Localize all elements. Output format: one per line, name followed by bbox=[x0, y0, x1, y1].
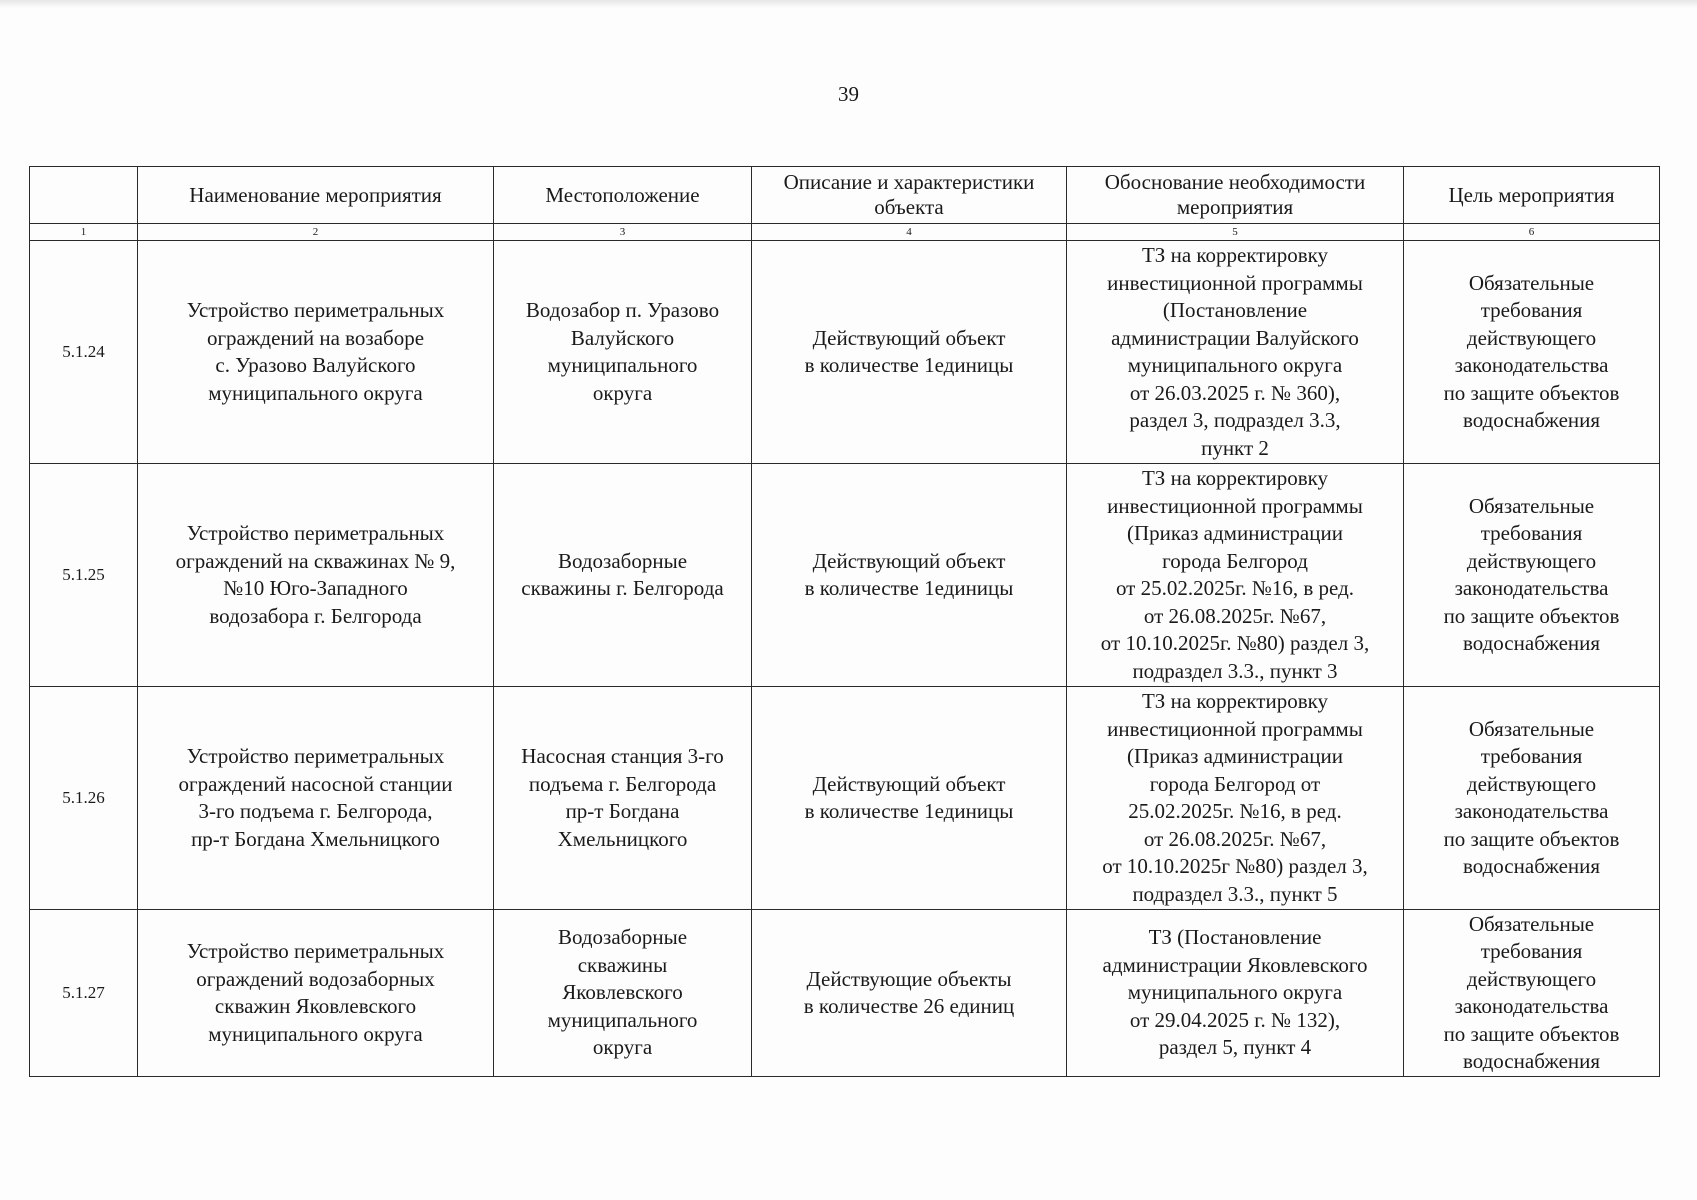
row-goal: Обязательные требования действующего законодательства по защите объектов водоснабжения bbox=[1404, 241, 1660, 464]
table-row bbox=[30, 464, 1660, 687]
table-row bbox=[30, 687, 1660, 910]
row-description: Действующие объекты в количестве 26 единиц bbox=[752, 910, 1067, 1077]
header-justification: Обоснование необходимости мероприятия bbox=[1067, 167, 1404, 224]
row-code: 5.1.25 bbox=[30, 464, 138, 687]
row-justification: ТЗ на корректировку инвестиционной программы (Приказ администрации города Белгород от 25.02.2025г. №16, в ред. от 26.08.2025г. №67, от 10.10.2025г №80) раздел 3, подраздел 3.3., пункт 5 bbox=[1067, 687, 1404, 910]
column-number: 1 bbox=[30, 224, 138, 241]
row-justification: ТЗ (Постановление администрации Яковлевского муниципального округа от 29.04.2025 г. № 132), раздел 5, пункт 4 bbox=[1067, 910, 1404, 1077]
row-code: 5.1.27 bbox=[30, 910, 138, 1077]
column-number: 6 bbox=[1404, 224, 1660, 241]
row-code: 5.1.26 bbox=[30, 687, 138, 910]
column-number: 2 bbox=[138, 224, 494, 241]
row-description: Действующий объект в количестве 1единицы bbox=[752, 241, 1067, 464]
row-description: Действующий объект в количестве 1единицы bbox=[752, 687, 1067, 910]
row-name: Устройство периметральных ограждений на возаборе с. Уразово Валуйского муниципального округа bbox=[138, 241, 494, 464]
row-goal: Обязательные требования действующего законодательства по защите объектов водоснабжения bbox=[1404, 687, 1660, 910]
row-goal: Обязательные требования действующего законодательства по защите объектов водоснабжения bbox=[1404, 910, 1660, 1077]
column-number: 4 bbox=[752, 224, 1067, 241]
page-number bbox=[0, 82, 1697, 107]
header-location: Местоположение bbox=[494, 167, 752, 224]
row-location: Насосная станция 3-го подъема г. Белгорода пр-т Богдана Хмельницкого bbox=[494, 687, 752, 910]
header-name: Наименование мероприятия bbox=[138, 167, 494, 224]
row-goal: Обязательные требования действующего законодательства по защите объектов водоснабжения bbox=[1404, 464, 1660, 687]
row-justification: ТЗ на корректировку инвестиционной программы (Приказ администрации города Белгород от 25.02.2025г. №16, в ред. от 26.08.2025г. №67, от 10.10.2025г. №80) раздел 3, подраздел 3.3., пункт 3 bbox=[1067, 464, 1404, 687]
measures-table bbox=[29, 166, 1660, 1077]
row-name: Устройство периметральных ограждений насосной станции 3-го подъема г. Белгорода, пр-т Богдана Хмельницкого bbox=[138, 687, 494, 910]
row-location: Водозаборные скважины Яковлевского муниципального округа bbox=[494, 910, 752, 1077]
page-number-text: 39 bbox=[838, 82, 859, 106]
row-code: 5.1.24 bbox=[30, 241, 138, 464]
row-location: Водозаборные скважины г. Белгорода bbox=[494, 464, 752, 687]
header-code bbox=[30, 167, 138, 224]
table-row bbox=[30, 241, 1660, 464]
row-name: Устройство периметральных ограждений водозаборных скважин Яковлевского муниципального округа bbox=[138, 910, 494, 1077]
row-location: Водозабор п. Уразово Валуйского муниципального округа bbox=[494, 241, 752, 464]
header-description: Описание и характеристики объекта bbox=[752, 167, 1067, 224]
row-description: Действующий объект в количестве 1единицы bbox=[752, 464, 1067, 687]
column-number-row bbox=[30, 224, 1660, 241]
column-number: 5 bbox=[1067, 224, 1404, 241]
header-goal: Цель мероприятия bbox=[1404, 167, 1660, 224]
table-row bbox=[30, 910, 1660, 1077]
row-name: Устройство периметральных ограждений на скважинах № 9, №10 Юго-Западного водозабора г. Белгорода bbox=[138, 464, 494, 687]
column-number: 3 bbox=[494, 224, 752, 241]
table-header-row bbox=[30, 167, 1660, 224]
scan-edge bbox=[0, 0, 1697, 8]
row-justification: ТЗ на корректировку инвестиционной программы (Постановление администрации Валуйского муниципального округа от 26.03.2025 г. № 360), раздел 3, подраздел 3.3, пункт 2 bbox=[1067, 241, 1404, 464]
